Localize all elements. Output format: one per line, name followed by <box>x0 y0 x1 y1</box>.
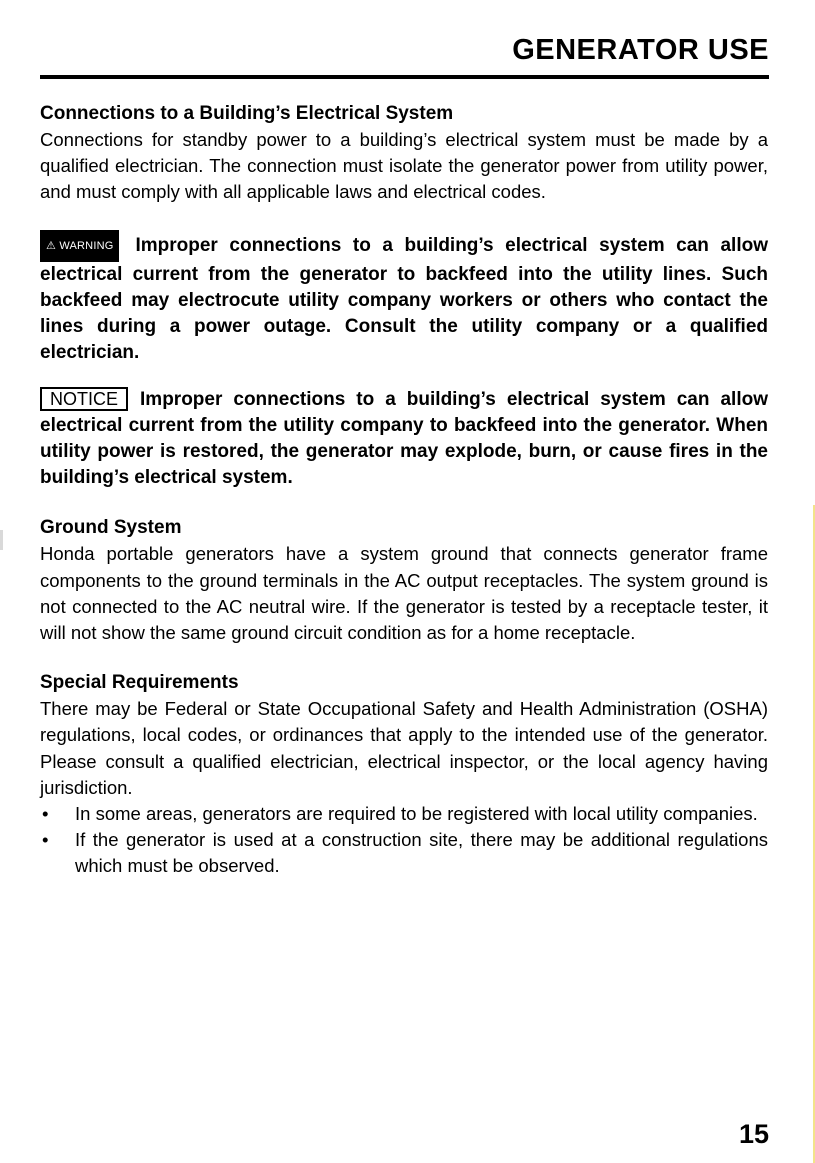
requirements-list <box>40 801 768 880</box>
warning-text: Improper connections to a building’s electrical system can allow electrical current from the generator to backfeed into the utility lines. Such backfeed may electrocute utility company workers or others who contact the lines during a power outage. Consult the utility company or a qualified electrician. <box>40 234 768 364</box>
list-item-text: If the generator is used at a construction site, there may be additional regulations which must be observed. <box>75 829 768 877</box>
warning-message <box>40 230 768 367</box>
warning-badge: ⚠ WARNING <box>40 230 119 262</box>
page-content <box>40 101 768 880</box>
page-header <box>0 0 815 80</box>
notice-text: Improper connections to a building’s electrical system can allow electrical current from the utility company to backfeed into the generator. When utility power is restored, the generator may explode, burn, or cause fires in the building’s electrical system. <box>40 388 768 489</box>
list-item <box>40 827 768 879</box>
connections-heading: Connections to a Building’s Electrical System <box>40 103 454 124</box>
ground-system-paragraph: Honda portable generators have a system ground that connects generator frame components to the ground terminals in the AC output receptacles. The system ground is not connected to the AC neutral wire. If the generator is tested by a receptacle tester, it will not show the same ground circuit condition as for a home receptacle. <box>40 543 768 644</box>
list-item-text: In some areas, generators are required to be registered with local utility companies. <box>75 803 758 825</box>
header-rule <box>40 75 769 79</box>
page-number: 15 <box>738 1119 769 1149</box>
notice-badge: NOTICE <box>40 387 128 411</box>
connections-paragraph: Connections for standby power to a building’s electrical system must be made by a qualified electrician. The connection must isolate the generator power from utility power, and must comply with all applicable laws and electrical codes. <box>40 129 768 203</box>
ground-system-heading: Ground System <box>40 517 182 539</box>
special-requirements-paragraph: There may be Federal or State Occupational Safety and Health Administration (OSHA) regulations, local codes, or ordinances that apply to the intended use of the generator. Please consult a qualified electrician, electrical inspector, or the local agency having jurisdiction. <box>40 698 768 798</box>
bullet-icon: • <box>42 803 49 825</box>
notice-message <box>40 387 768 492</box>
bullet-icon: • <box>42 829 49 851</box>
page-title: GENERATOR USE <box>512 34 769 66</box>
scan-edge-mark <box>0 530 3 550</box>
special-requirements-heading: Special Requirements <box>40 672 239 694</box>
list-item <box>40 801 768 827</box>
